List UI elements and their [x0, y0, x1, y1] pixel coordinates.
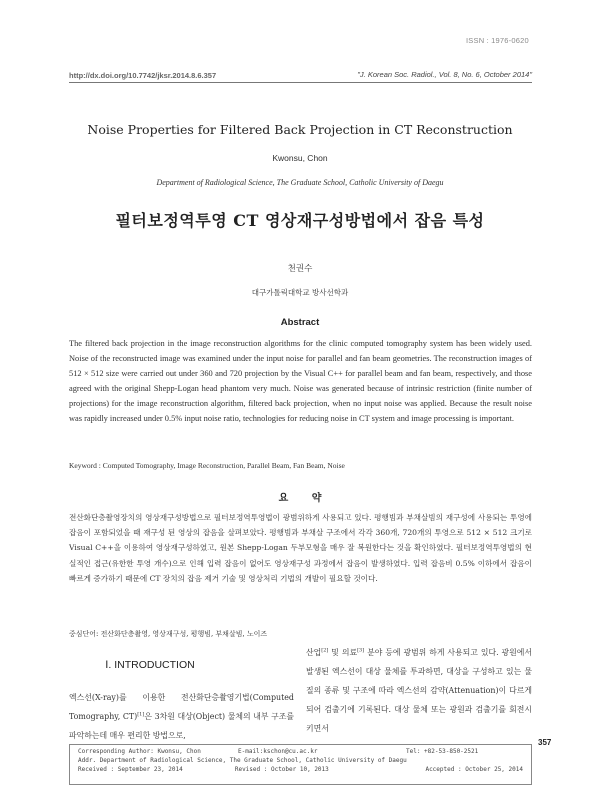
english-title: Noise Properties for Filtered Back Projection in CT Reconstruction — [87, 122, 513, 137]
accepted-date: Accepted : October 25, 2014 — [425, 766, 523, 773]
intro-text-part: 엑스선(X-ray)를 이용한 전산화단층촬영기법(Computed Tomography, CT) — [69, 693, 294, 721]
author-email[interactable]: E-mail:kschon@cu.ac.kr — [238, 748, 318, 755]
korean-keywords: 중심단어: 전산화단층촬영, 영상재구성, 평행빔, 부채살빔, 노이즈 — [69, 630, 268, 638]
body-column-right — [306, 643, 532, 738]
corresponding-author: Corresponding Author: Kwonsu, Chon — [78, 748, 201, 755]
introduction-heading: Ⅰ. INTRODUCTION — [105, 659, 195, 671]
english-affiliation: Department of Radiological Science, The Graduate School, Catholic University of Daegu — [156, 178, 444, 187]
abstract-text: The filtered back projection in the image reconstruction algorithms for the clinic computed tomography system has been widely used. Noise of the reconstructed image was examined under the input noise for parallel and fan beam geometries. The reconstruction images of 512 × 512 size were carried out under 360 and 720 projection by the Visual C++ for parallel beam and fan beam, respectively, and those agreed with the original Shepp-Logan head phantom very much. Noise was generated because of intrinsic restriction (finite number of projections) for the image reconstruction algorithm, filtered back projection, when no input noise was applied. Because the result noise was rapidly increased under 0.5% input noise ratio, technologies for reducing noise in CT system and image processing is important. — [69, 339, 532, 423]
intro-text-part: 산업 — [306, 648, 322, 657]
keywords: Keyword : Computed Tomography, Image Reconstruction, Parallel Beam, Fan Beam, Noise — [69, 461, 345, 470]
intro-text-part: 분야 등에 광범위 하게 사용되고 있다. 광원에서 발생된 엑스선이 대상 물체를 투과하면, 대상을 구성하고 있는 물질의 종류 및 구조에 따라 엑스선의 감약(Attenuation)이 다르게 되어 검출기에 기록된다. 대상 물체 또는 광원과 검출기를 회전시키면서 — [306, 648, 532, 733]
page-number: 357 — [538, 738, 552, 747]
author-address: Addr. Department of Radiological Science, The Graduate School, Catholic University of Daegu — [78, 757, 407, 764]
korean-abstract-heading: 요 약 — [278, 493, 332, 504]
citation-ref[interactable]: [3] — [357, 647, 365, 654]
intro-text-part: 은 3차원 대상(Object) 물체의 내부 구조를 파악하는데 매우 편리한 방법으로, — [69, 712, 294, 740]
doi-link[interactable]: http://dx.doi.org/10.7742/jksr.2014.8.6.357 — [69, 71, 217, 80]
body-column-left — [69, 688, 294, 745]
english-author: Kwonsu, Chon — [272, 153, 328, 163]
korean-affiliation: 대구가톨릭대학교 방사선학과 — [251, 288, 349, 297]
korean-abstract-text: 전산화단층촬영장치의 영상재구성방법으로 필터보정역투영법이 광범위하게 사용되고 있다. 평행빔과 부채살빔의 재구성에 사용되는 투영에 잡음이 포함되었을 때 재구성 된 영상의 잡음을 살펴보았다. 평행빔과 부채살 구조에서 각각 360개, 720개의 투영으로 512 × 512 크기로 Visual C++을 이용하여 영상재구성하였고, 원본 Shepp-Logan 두부모형을 매우 잘 복원한다는 것을 확인하였다. 필터보정역투영법의 현실적인 접근(유한한 투영 개수)으로 인해 입력 잡음이 없어도 영상재구성 과정에서 잡음이 발생하였다. 입력 잡음비 0.5% 이하에서 잡음이 빠르게 증가하기 때문에 CT 장치의 잡음 제거 기술 및 영상처리 기법의 개발이 필요할 것이다. — [69, 513, 532, 583]
revised-date: Revised : October 10, 2013 — [234, 766, 329, 773]
header-divider — [69, 82, 532, 83]
korean-title: 필터보정역투영 CT 영상재구성방법에서 잡음 특성 — [115, 211, 485, 230]
issn: ISSN : 1976-0620 — [466, 36, 529, 45]
korean-author: 천권수 — [287, 264, 313, 274]
abstract-heading: Abstract — [280, 317, 320, 328]
citation-ref[interactable]: [1] — [137, 711, 145, 718]
intro-text-part: 및 의료 — [328, 648, 358, 657]
journal-citation: "J. Korean Soc. Radiol., Vol. 8, No. 6, October 2014" — [357, 70, 532, 79]
received-date: Received : September 23, 2014 — [78, 766, 183, 773]
citation-ref[interactable]: [2] — [321, 647, 329, 654]
correspondence-box — [69, 744, 532, 785]
author-tel: Tel: +82-53-850-2521 — [406, 748, 479, 755]
